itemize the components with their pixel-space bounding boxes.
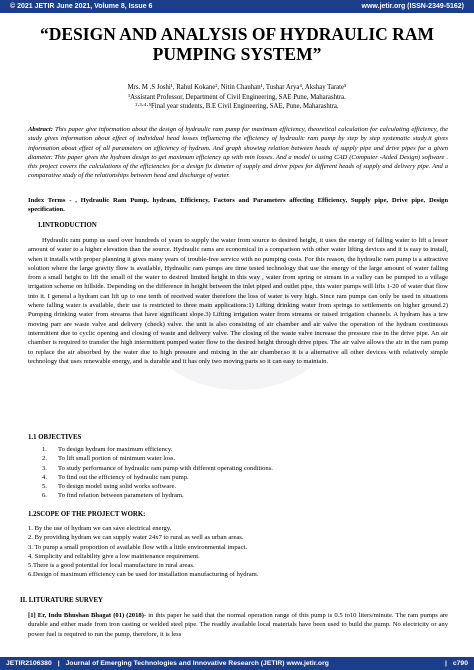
list-item: 2. To lift small portion of minimum water loss. bbox=[42, 455, 176, 463]
abstract bbox=[28, 125, 448, 181]
list-item: 5.There is a good potential for local manufacture in rural areas. bbox=[28, 562, 195, 570]
list-item: 3. To pump a small proportion of available flow with a little environmental impact. bbox=[28, 543, 247, 551]
scope-heading: 1.2SCOPE OF THE PROJECT WORK: bbox=[28, 511, 146, 518]
author-affiliation-1: ¹Assistant Professor, Department of Civil Engineering, SAE Pune, Maharashtra. bbox=[128, 93, 346, 101]
objectives-list bbox=[42, 445, 273, 501]
footer-journal-name[interactable]: Journal of Emerging Technologies and Innovative Research (JETIR) www.jetir.org bbox=[65, 660, 329, 667]
abstract-text: This paper give information about the design of hydraulic ram pump for maximum efficiency, theoretical calculation for calculating efficiency, the study gives information about effect of individual head losses influencing the efficiency of hydraulic ram pump by step by step systematic study.it gives information about effect of all parameters on efficiency of hydram. And graph showing relation between heads of supply pipe and drive pipes for a given diameter. This paper gives the hydram design to get maximum efficiency up with min losses. And a model is using CAD (Computer -Aided Design) software . this project covers the calculations of the efficiencies for a design fix dimeter of supply and drive pipes for different heads of supply and delivery pipe. And a comparative study of the relationships between head and discharge of water. bbox=[28, 126, 448, 180]
literature-heading: II. LITURATURE SURVEY bbox=[20, 597, 103, 604]
literature-entry bbox=[28, 611, 448, 639]
paper-title: “DESIGN AND ANALYSIS OF HYDRAULIC RAM PUMPING SYSTEM” bbox=[40, 24, 434, 64]
author-names: Mrs. M .S Joshi¹, Rahul Kokane², Nitin Chauhan¹, Tushar Arya⁴, Akshay Tarate⁵ bbox=[127, 84, 347, 91]
list-item: 6.Design of maximum efficiency can be used for installation manufacturing of hydram. bbox=[28, 571, 259, 579]
footer-separator: | bbox=[444, 660, 447, 667]
objectives-heading: 1.1 OBJECTIVES bbox=[28, 434, 82, 441]
list-item: 2. By providing hydram we can supply water 24x7 to rural as well as urban areas. bbox=[28, 534, 244, 542]
journal-footer-bar bbox=[0, 657, 474, 670]
footer-paper-code: JETIR2106380 bbox=[6, 660, 52, 667]
header-issue: © 2021 JETIR June 2021, Volume 8, Issue 6 bbox=[10, 3, 153, 10]
footer-separator: | bbox=[57, 660, 60, 667]
reference-text: - in this paper he said that the normal operation range of this pump is 0.5 to10 liters/minute. The ram pumps are durable and either made from iron casting or welded steel pipe. The readily available local materials have been used to build the pump. No electricity or any power fuel is required to run the pump, therefore, it is less bbox=[28, 612, 448, 638]
author-affiliation-2: ²·³·⁴·⁵Final year students, B.E Civil Engineering, SAE, Pune, Maharashtra. bbox=[135, 103, 339, 110]
introduction-text: Hydraulic ram pump us used over hundreds of years to supply the water from source to desired height, it uses the energy of falling water to lift a lesser amount of water to a higher elevation than the source. Hydraulic rams are economical in a comparison with other water lifting devices and it is easy to install, when it installs with proper planning it gives many years of trouble-free service with no pumping costs. For this reason, the hydraulic ram pump is a attractive solution where the large gravity flow is available, Hydraulic ram pumps are time tested technology that use the energy of the large amount of water falling from a small height to lift the small of the water to desired limited height in this way , water from spring or stream in a valley can be pumped to a village irrigation scheme on hillside. Depending on the difference in height between the inlet piped and outlet pipe, this water pumps will lifts 1-20 of water that flow into it. I general a hydram can lift up to one tenth of received water therefore the loss of water is very high. Since ram pumps can only be used in situations where falling water is available, their use is restricted to three main applications:1) Lifting drinking water from springs to settlements on higher ground.2) Pumping drinking water from streams that have significant slope.3) Lifting irrigation water from streams or raised irrigation channels. A hydram has a tew moving parr are waste valve and delivery (check) valve. the unit is also consisting of air chamber and air valve the operation of the hydram continuous intermittent due to cyclic opening and closing of waste and delivery valve. The closing of the waste valve increase the pressure rise in the drive pipe. An air chamber is required to transfer the high intermittent pumped water flow to the desired height through drive pipes. The air valve allows the air in the ram pump to replace the air absorbed by the water due to high pressure and mixing in the air chamber.so it is a alternative all other devices with relatively simple technology that uses renewable energy, and is durable and it has only two moving parts so it can easy to maintain. bbox=[28, 237, 448, 365]
list-item: 4. Simplicity and reliability give a low maintenance requirement. bbox=[28, 552, 200, 560]
scope-list bbox=[28, 524, 258, 580]
abstract-label: Abstract: bbox=[28, 126, 53, 133]
list-item: 6. To find relation between parameters of hydram. bbox=[42, 492, 184, 500]
list-item: 1. To design hydram for maximum efficiency. bbox=[42, 446, 173, 453]
introduction-heading: I.INTRODUCTION bbox=[38, 222, 97, 229]
list-item: 1. By the use of hydram we can save electrical energy. bbox=[28, 525, 172, 532]
footer-page-number: c790 bbox=[452, 660, 468, 667]
journal-header-bar bbox=[0, 0, 474, 13]
list-item: 5. To design model using solid works software. bbox=[42, 483, 177, 491]
header-website-link[interactable]: www.jetir.org (ISSN-2349-5162) bbox=[361, 3, 464, 10]
list-item: 3. To study performance of hydraulic ram pump with different operating conditions. bbox=[42, 464, 273, 472]
index-terms: Index Terms - , Hydraulic Ram Pump, hydram, Efficiency, Factors and Parameters affecting Efficiency, Supply pipe, Drive pipe, Design specification. bbox=[28, 197, 448, 214]
author-block bbox=[20, 83, 454, 112]
list-item: 4. To find out the efficiency of hydraulic ram pump. bbox=[42, 473, 189, 481]
reference-label: [1] Er, Indu Bhushan Bhagat (01) (2018) bbox=[28, 612, 144, 619]
